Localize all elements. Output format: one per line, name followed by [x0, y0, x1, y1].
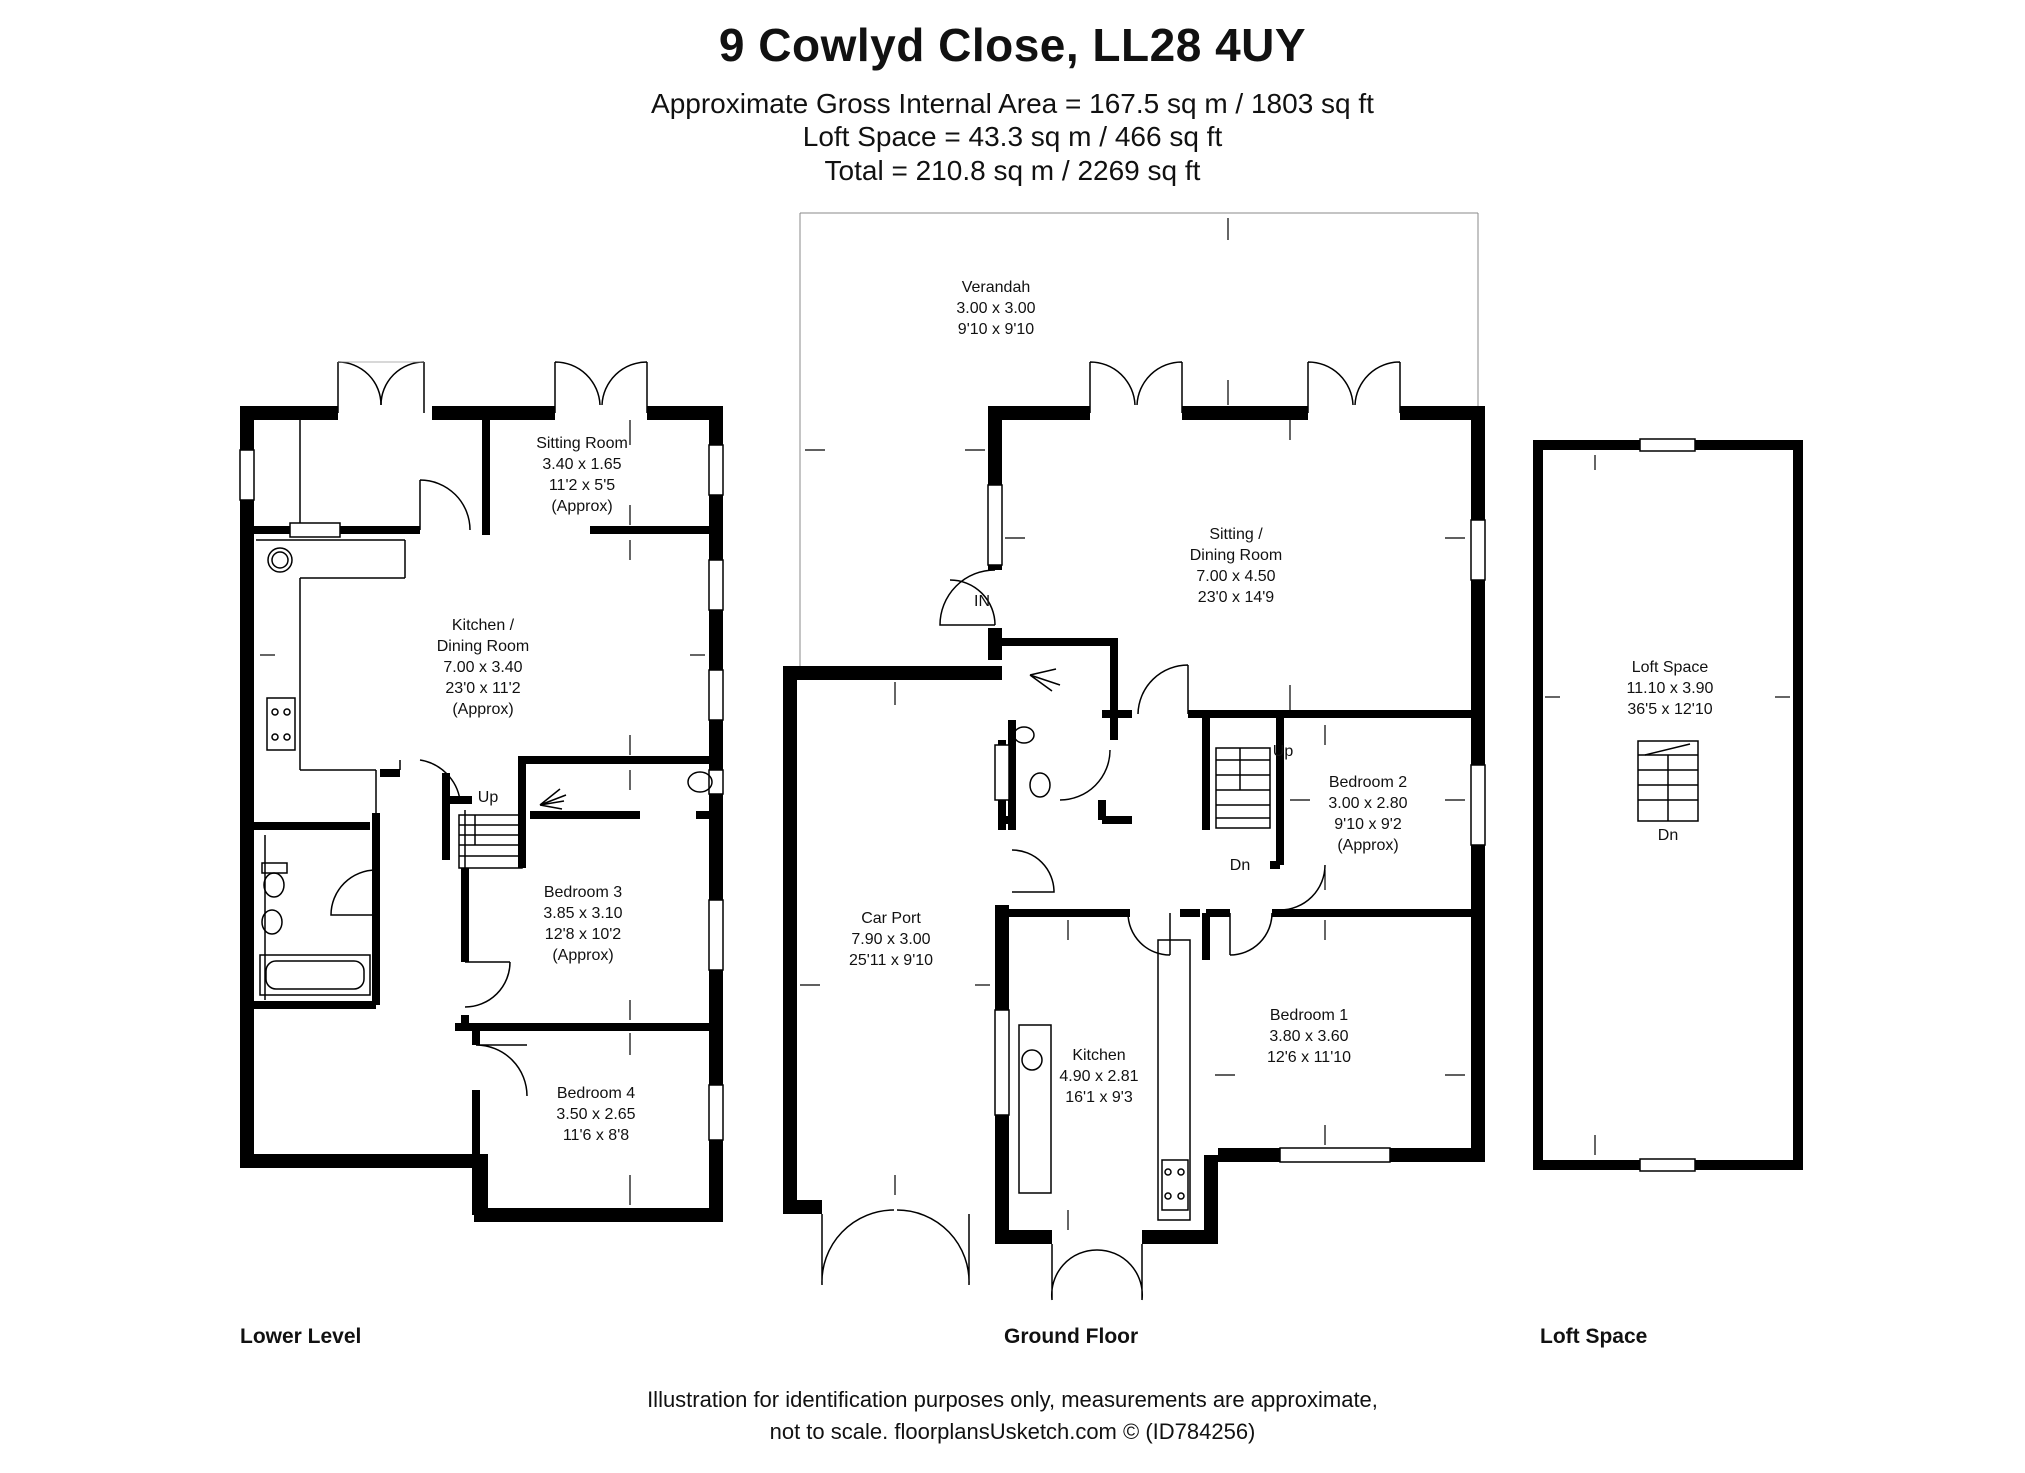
bedroom4-label	[556, 1085, 635, 1144]
kitchen-dining-label	[437, 617, 529, 718]
bedroom1-label-line: 3.80 x 3.60	[1269, 1028, 1349, 1045]
kitchen-label-line: 4.90 x 2.81	[1059, 1068, 1139, 1085]
sitting-room-label-line: Sitting Room	[536, 435, 628, 452]
bedroom2-label	[1328, 774, 1407, 854]
loft-space-room-label-line: Loft Space	[1631, 659, 1709, 676]
verandah-label	[956, 279, 1035, 338]
disclaimer-line-2: not to scale. floorplansUsketch.com © (ID784256)	[769, 1419, 1256, 1444]
loft-space-room-label-line: 36'5 x 12'10	[1627, 701, 1713, 718]
loft-space-label: Loft Space	[1540, 1325, 1648, 1348]
loft-stairs-dn-label: Dn	[1657, 827, 1679, 844]
bedroom1-label	[1267, 1007, 1351, 1066]
bedroom2-label-line: 9'10 x 9'2	[1334, 816, 1402, 833]
plan-title: 9 Cowlyd Close, LL28 4UY	[718, 19, 1307, 71]
sitting-room-label-line: 3.40 x 1.65	[542, 456, 622, 473]
bedroom2-label-line: 3.00 x 2.80	[1328, 795, 1408, 812]
bedroom4-label-line: Bedroom 4	[556, 1085, 636, 1102]
sitting-dining-label-line: Dining Room	[1189, 547, 1283, 564]
bedroom4-label-line: 11'6 x 8'8	[562, 1127, 630, 1144]
kitchen-label-line: 16'1 x 9'3	[1065, 1089, 1133, 1106]
bedroom3-label-line: 3.85 x 3.10	[543, 905, 623, 922]
car-port-label-line: Car Port	[861, 910, 921, 927]
car-port-label-line: 7.90 x 3.00	[851, 931, 931, 948]
sitting-room-label-line: 11'2 x 5'5	[548, 477, 616, 494]
kitchen-label-line: Kitchen	[1072, 1047, 1126, 1064]
ground-stairs-up-label: Up	[1272, 743, 1294, 760]
bedroom1-label-line: 12'6 x 11'10	[1266, 1049, 1352, 1066]
sitting-room-label-line: (Approx)	[551, 498, 613, 515]
bedroom3-label-line: (Approx)	[552, 947, 614, 964]
loft-space-room-label-line: 11.10 x 3.90	[1626, 680, 1714, 697]
ground-floor-label: Ground Floor	[1004, 1325, 1139, 1348]
lower-stairs-up-label: Up	[477, 789, 499, 806]
kitchen-dining-label-line: 7.00 x 3.40	[443, 659, 523, 676]
total-area: Total = 210.8 sq m / 2269 sq ft	[824, 155, 1201, 186]
kitchen-label	[1059, 1047, 1138, 1106]
sitting-dining-label-line: 7.00 x 4.50	[1196, 568, 1276, 585]
loft-space-room-label	[1627, 659, 1714, 718]
sitting-dining-label-line: 23'0 x 14'9	[1197, 589, 1275, 606]
kitchen-dining-label-line: 23'0 x 11'2	[445, 680, 521, 697]
kitchen-dining-label-line: Dining Room	[436, 638, 530, 655]
kitchen-dining-label-line: (Approx)	[452, 701, 514, 718]
sitting-room-label	[536, 435, 628, 515]
car-port-label-line: 25'11 x 9'10	[848, 952, 934, 969]
loft-space-plan	[1538, 439, 1798, 1171]
ground-stairs-dn-label: Dn	[1229, 857, 1251, 874]
sitting-dining-label-line: Sitting /	[1209, 526, 1263, 543]
car-port-label	[849, 910, 933, 969]
gross-internal-area: Approximate Gross Internal Area = 167.5 sq m / 1803 sq ft	[651, 88, 1374, 119]
bedroom2-label-line: Bedroom 2	[1328, 774, 1408, 791]
verandah-label-line: 3.00 x 3.00	[956, 300, 1036, 317]
bedroom3-label-line: 12'8 x 10'2	[544, 926, 622, 943]
bedroom2-label-line: (Approx)	[1337, 837, 1399, 854]
lower-level-label: Lower Level	[240, 1325, 362, 1348]
bedroom3-label-line: Bedroom 3	[543, 884, 623, 901]
disclaimer-line-1: Illustration for identification purposes only, measurements are approximate,	[647, 1387, 1378, 1412]
bedroom1-label-line: Bedroom 1	[1269, 1007, 1349, 1024]
sitting-dining-label	[1190, 526, 1282, 606]
verandah-label-line: 9'10 x 9'10	[957, 321, 1035, 338]
entrance-in-label: IN	[974, 593, 990, 610]
loft-area: Loft Space = 43.3 sq m / 466 sq ft	[802, 121, 1223, 152]
kitchen-dining-label-line: Kitchen /	[451, 617, 515, 634]
ground-floor-plan	[783, 213, 1485, 1300]
bedroom3-label	[543, 884, 622, 964]
bedroom4-label-line: 3.50 x 2.65	[556, 1106, 636, 1123]
verandah-label-line: Verandah	[961, 279, 1031, 296]
